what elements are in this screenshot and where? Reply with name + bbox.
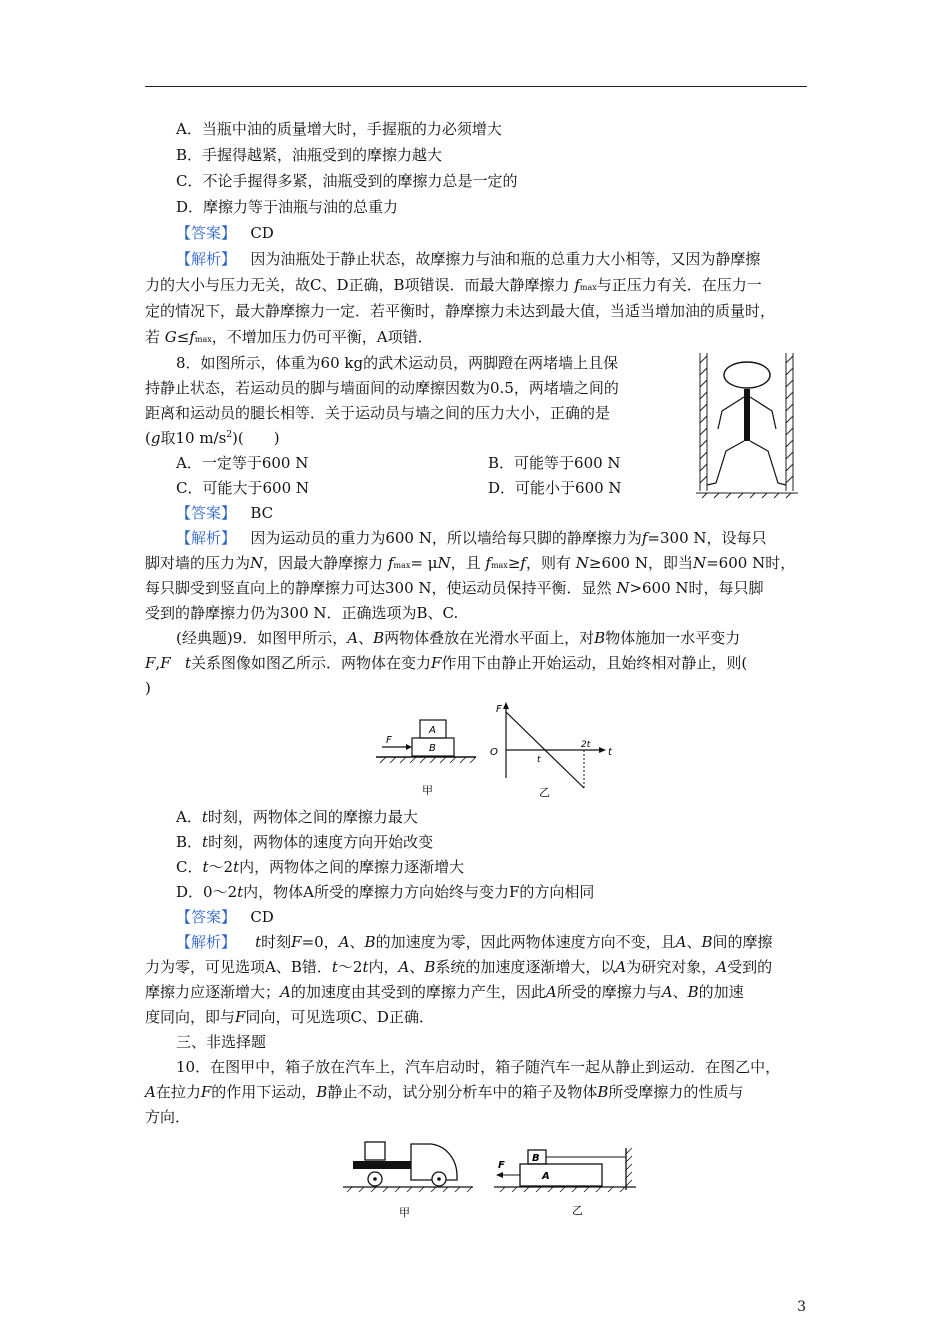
text: 关系图像如图乙所示．两物体在变力 — [190, 654, 431, 672]
q9-stem — [145, 652, 747, 674]
2t-tick-label: 2t — [581, 740, 591, 750]
q8-stem: 持静止状态，若运动员的脚与墙面间的动摩擦因数为0.5，两堵墙之间的 — [145, 379, 619, 397]
q8-analysis-line — [176, 527, 767, 549]
text: 受到的 — [727, 958, 773, 976]
subscript: max — [393, 561, 411, 570]
var: A — [661, 983, 673, 1001]
q9-figure-yi-graph — [486, 700, 616, 800]
q9-option-b — [176, 831, 433, 853]
var: t — [237, 883, 244, 901]
var: t — [202, 858, 209, 876]
text: 若 — [145, 328, 161, 346]
var: t — [362, 958, 369, 976]
q7-option-d: D．摩擦力等于油瓶与油的总重力 — [176, 198, 399, 216]
q8-analysis-line — [145, 577, 764, 599]
ground-hatch — [380, 757, 476, 763]
q10-stem: 方向． — [145, 1108, 191, 1126]
text: 力的大小与压力无关，故C、D正确，B项错误．而最大静摩擦力 — [145, 276, 570, 294]
var: N — [616, 579, 630, 597]
var: A — [347, 629, 359, 647]
fig-caption-jia: 甲 — [422, 784, 433, 797]
text: 所受摩擦力的性质与 — [608, 1083, 744, 1101]
q10-figure-yi-blocks — [494, 1148, 636, 1220]
section-title: 三、非选择题 — [176, 1033, 267, 1051]
var: A — [280, 983, 291, 1001]
var: B — [316, 1083, 328, 1101]
text: 在拉力 — [155, 1083, 201, 1101]
text: 两物体叠放在光滑水平面上，对 — [384, 629, 595, 647]
x-axis-arrow — [599, 747, 606, 753]
fig-caption-yi: 乙 — [572, 1204, 583, 1217]
var: t — [233, 858, 240, 876]
subscript: max — [579, 283, 597, 292]
text: 度同向，即与 — [145, 1008, 236, 1026]
text: 的加速度由其受到的摩擦力产生，因此 — [290, 983, 546, 1001]
q9-analysis-line — [176, 931, 773, 953]
answer-tag: 【答案】 — [176, 504, 237, 522]
var: F — [235, 1008, 246, 1026]
var: f — [485, 554, 491, 572]
text: )( ) — [232, 429, 280, 447]
var: N — [692, 554, 707, 572]
text: 作用下由静止开始运动，且始终相对静止，则( — [441, 654, 748, 672]
q8-stem: 距离和运动员的腿长相等．关于运动员与墙之间的压力大小，正确的是 — [145, 404, 611, 422]
text: 、 — [349, 933, 365, 951]
var: f — [189, 328, 195, 346]
page-number: 3 — [797, 1299, 806, 1315]
q8-option-a: A．一定等于600 N — [176, 454, 309, 472]
y-axis-arrow — [503, 702, 509, 709]
q8-answer — [176, 502, 273, 524]
var: F — [430, 654, 442, 672]
var: A — [338, 933, 350, 951]
var: B — [364, 933, 376, 951]
text: 物体施加一水平变力 — [605, 629, 741, 647]
var: N — [575, 554, 589, 572]
wheel-hub — [437, 1177, 441, 1181]
q8-option-b: B．可能等于600 N — [488, 454, 621, 472]
text: 的加速 — [698, 983, 744, 1001]
var: N — [437, 554, 451, 572]
q8-stem — [145, 427, 280, 449]
text: 与正压力有关．在压力一 — [596, 276, 762, 294]
text: 为研究对象， — [626, 958, 717, 976]
text: 的作用下运动， — [211, 1083, 317, 1101]
block-a — [520, 1164, 602, 1186]
var: t — [201, 808, 208, 826]
fig-caption-yi: 乙 — [539, 786, 550, 799]
q7-analysis-line — [145, 326, 433, 351]
var: B — [424, 958, 436, 976]
q10-stem: 10．在图甲中，箱子放在汽车上，汽车启动时，箱子随汽车一起从静止到运动．在图乙中， — [176, 1058, 781, 1076]
var: f — [387, 554, 394, 572]
text: 时刻，两物体的速度方向开始改变 — [208, 833, 434, 851]
text: ，因最大静摩擦力 — [263, 554, 384, 572]
ground-hatch — [347, 1187, 472, 1192]
text: C． — [176, 858, 203, 876]
text: =600 N时， — [706, 554, 796, 572]
text: B． — [176, 833, 203, 851]
var: A — [145, 1083, 156, 1101]
y-axis-label: F — [496, 704, 502, 715]
text: 时刻，两物体之间的摩擦力最大 — [207, 808, 418, 826]
q8-analysis-line: 受到的静摩擦力仍为300 N．正确选项为B、C. — [145, 604, 459, 622]
text: ～2 — [208, 858, 234, 876]
fig-caption-jia: 甲 — [399, 1206, 410, 1219]
text: 同向，可见选项C、D正确． — [245, 1008, 434, 1026]
var: G — [164, 328, 177, 346]
var: A — [545, 983, 557, 1001]
q9-answer — [176, 906, 274, 928]
text: 间的摩擦 — [712, 933, 773, 951]
q7-analysis-line — [145, 274, 762, 299]
q7-option-a: A．当瓶中油的质量增大时，手握瓶的力必须增大 — [176, 120, 502, 138]
var: A — [615, 958, 627, 976]
var: t — [184, 654, 191, 672]
text: 、 — [358, 629, 374, 647]
text: =300 N，设每只 — [647, 529, 767, 547]
var: F — [291, 933, 302, 951]
ground-hatch — [696, 493, 798, 498]
text: 所受的摩擦力与 — [556, 983, 662, 1001]
var: F — [200, 1083, 212, 1101]
text: 力为零，可见选项A、B错． — [145, 958, 332, 976]
answer-value: BC — [250, 504, 274, 522]
analysis-tag: 【解析】 — [176, 250, 237, 268]
text: 的加速度为零，因此两物体速度方向不变，且 — [375, 933, 676, 951]
text: ，且 — [450, 554, 481, 572]
text: 、 — [686, 933, 702, 951]
subscript: max — [490, 561, 508, 570]
q8-option-c: C．可能大于600 N — [176, 479, 310, 497]
var: t — [255, 933, 262, 951]
block-a-label: A — [429, 725, 436, 736]
var: B — [594, 629, 606, 647]
text: 脚对墙的压力为 — [145, 554, 251, 572]
var: F — [145, 654, 156, 672]
text: ≥600 N，即当 — [588, 554, 693, 572]
block-b-label: B — [429, 743, 436, 754]
q9-analysis-line — [145, 981, 744, 1003]
text: A． — [176, 808, 202, 826]
q9-analysis-line — [145, 956, 772, 978]
q9-option-c — [176, 856, 464, 878]
text: 、 — [409, 958, 425, 976]
var: A — [716, 958, 728, 976]
q8-wall-figure — [696, 353, 798, 498]
right-wall-hatch — [786, 353, 793, 491]
superscript: 2 — [226, 430, 233, 440]
text: ≤ — [176, 328, 190, 346]
block-a-label: A — [542, 1171, 550, 1182]
text: ( — [145, 429, 151, 447]
q7-option-c: C．不论手握得多紧，油瓶受到的摩擦力总是一定的 — [176, 172, 518, 190]
var: F — [160, 654, 171, 672]
answer-tag: 【答案】 — [176, 908, 237, 926]
text: 内，物体A所受的摩擦力方向始终与变力F的方向相同 — [243, 883, 595, 901]
analysis-tag: 【解析】 — [176, 529, 237, 547]
origin-label: O — [490, 747, 498, 758]
block-b-label: B — [532, 1153, 540, 1164]
text: D．0～2 — [176, 883, 238, 901]
q9-option-d — [176, 881, 594, 903]
q9-analysis-line — [145, 1006, 434, 1028]
header-rule — [145, 86, 807, 87]
q8-analysis-line — [145, 552, 795, 577]
text: 摩擦力应逐渐增大； — [145, 983, 281, 1001]
var: f — [574, 276, 580, 294]
text: 静止不动，试分别分析车中的箱子及物体 — [327, 1083, 598, 1101]
athlete-figure — [707, 362, 786, 485]
text: 内， — [368, 958, 399, 976]
left-wall-hatch — [700, 353, 707, 491]
var: B — [687, 983, 699, 1001]
ground-hatch — [500, 1187, 625, 1192]
box-on-car — [365, 1142, 385, 1160]
var: B — [701, 933, 713, 951]
arrow-head — [406, 744, 412, 750]
text: 、 — [672, 983, 688, 1001]
var: f — [641, 529, 648, 547]
t-tick-label: t — [537, 755, 541, 765]
text: 内，两物体之间的摩擦力逐渐增大 — [239, 858, 465, 876]
var: t — [202, 833, 209, 851]
force-label: F — [386, 735, 392, 746]
text: ，则有 — [525, 554, 571, 572]
q9-stem — [176, 627, 740, 649]
text: , — [155, 654, 161, 672]
q10-stem — [145, 1081, 743, 1103]
var: N — [250, 554, 264, 572]
text: 取10 m/s — [160, 429, 227, 447]
arrow-head — [496, 1172, 503, 1178]
q8-option-d: D．可能小于600 N — [488, 479, 622, 497]
wheel-hub — [373, 1177, 377, 1181]
analysis-tag: 【解析】 — [176, 933, 237, 951]
q9-stem: ) — [145, 679, 151, 697]
var: B — [373, 629, 385, 647]
q9-figure-jia — [376, 718, 476, 798]
answer-tag: 【答案】 — [176, 224, 237, 242]
text: =0， — [301, 933, 339, 951]
text: 因为油瓶处于静止状态，故摩擦力与油和瓶的总重力大小相等，又因为静摩擦 — [250, 250, 761, 268]
var: B — [597, 1083, 609, 1101]
wall-hatch — [626, 1148, 632, 1186]
answer-value: CD — [250, 908, 274, 926]
q8-stem: 8．如图所示，体重为60 kg的武术运动员，两脚蹬在两堵墙上且保 — [176, 354, 619, 372]
text: = μ — [410, 554, 438, 572]
q9-option-a — [176, 806, 418, 828]
q7-option-b: B．手握得越紧，油瓶受到的摩擦力越大 — [176, 146, 443, 164]
q7-analysis-line — [176, 248, 760, 270]
var: t — [331, 958, 338, 976]
q7-answer — [176, 222, 274, 244]
answer-value: CD — [250, 224, 274, 242]
text: 系统的加速度逐渐增大，以 — [435, 958, 616, 976]
var: A — [675, 933, 687, 951]
text: 因为运动员的重力为600 N，所以墙给每只脚的静摩擦力为 — [250, 529, 642, 547]
subscript: max — [194, 335, 212, 344]
var: A — [398, 958, 410, 976]
var: f — [520, 554, 526, 572]
q10-figure-jia-car — [343, 1138, 473, 1220]
x-axis-label: t — [608, 747, 612, 758]
text: (经典题)9．如图甲所示， — [176, 629, 348, 647]
text: 时刻 — [261, 933, 292, 951]
text: >600 N时，每只脚 — [629, 579, 764, 597]
text: ≥ — [507, 554, 521, 572]
text: ，不增加压力仍可平衡，A项错． — [211, 328, 433, 346]
text: 每只脚受到竖直向上的静摩擦力可达300 N，使运动员保持平衡．显然 — [145, 579, 612, 597]
q7-analysis-line: 定的情况下，最大静摩擦力一定．若平衡时，静摩擦力未达到最大值，当适当增加油的质量时， — [145, 302, 776, 320]
text: ～2 — [337, 958, 363, 976]
var: g — [150, 429, 161, 447]
car-bed — [353, 1161, 411, 1169]
force-label: F — [498, 1160, 505, 1171]
